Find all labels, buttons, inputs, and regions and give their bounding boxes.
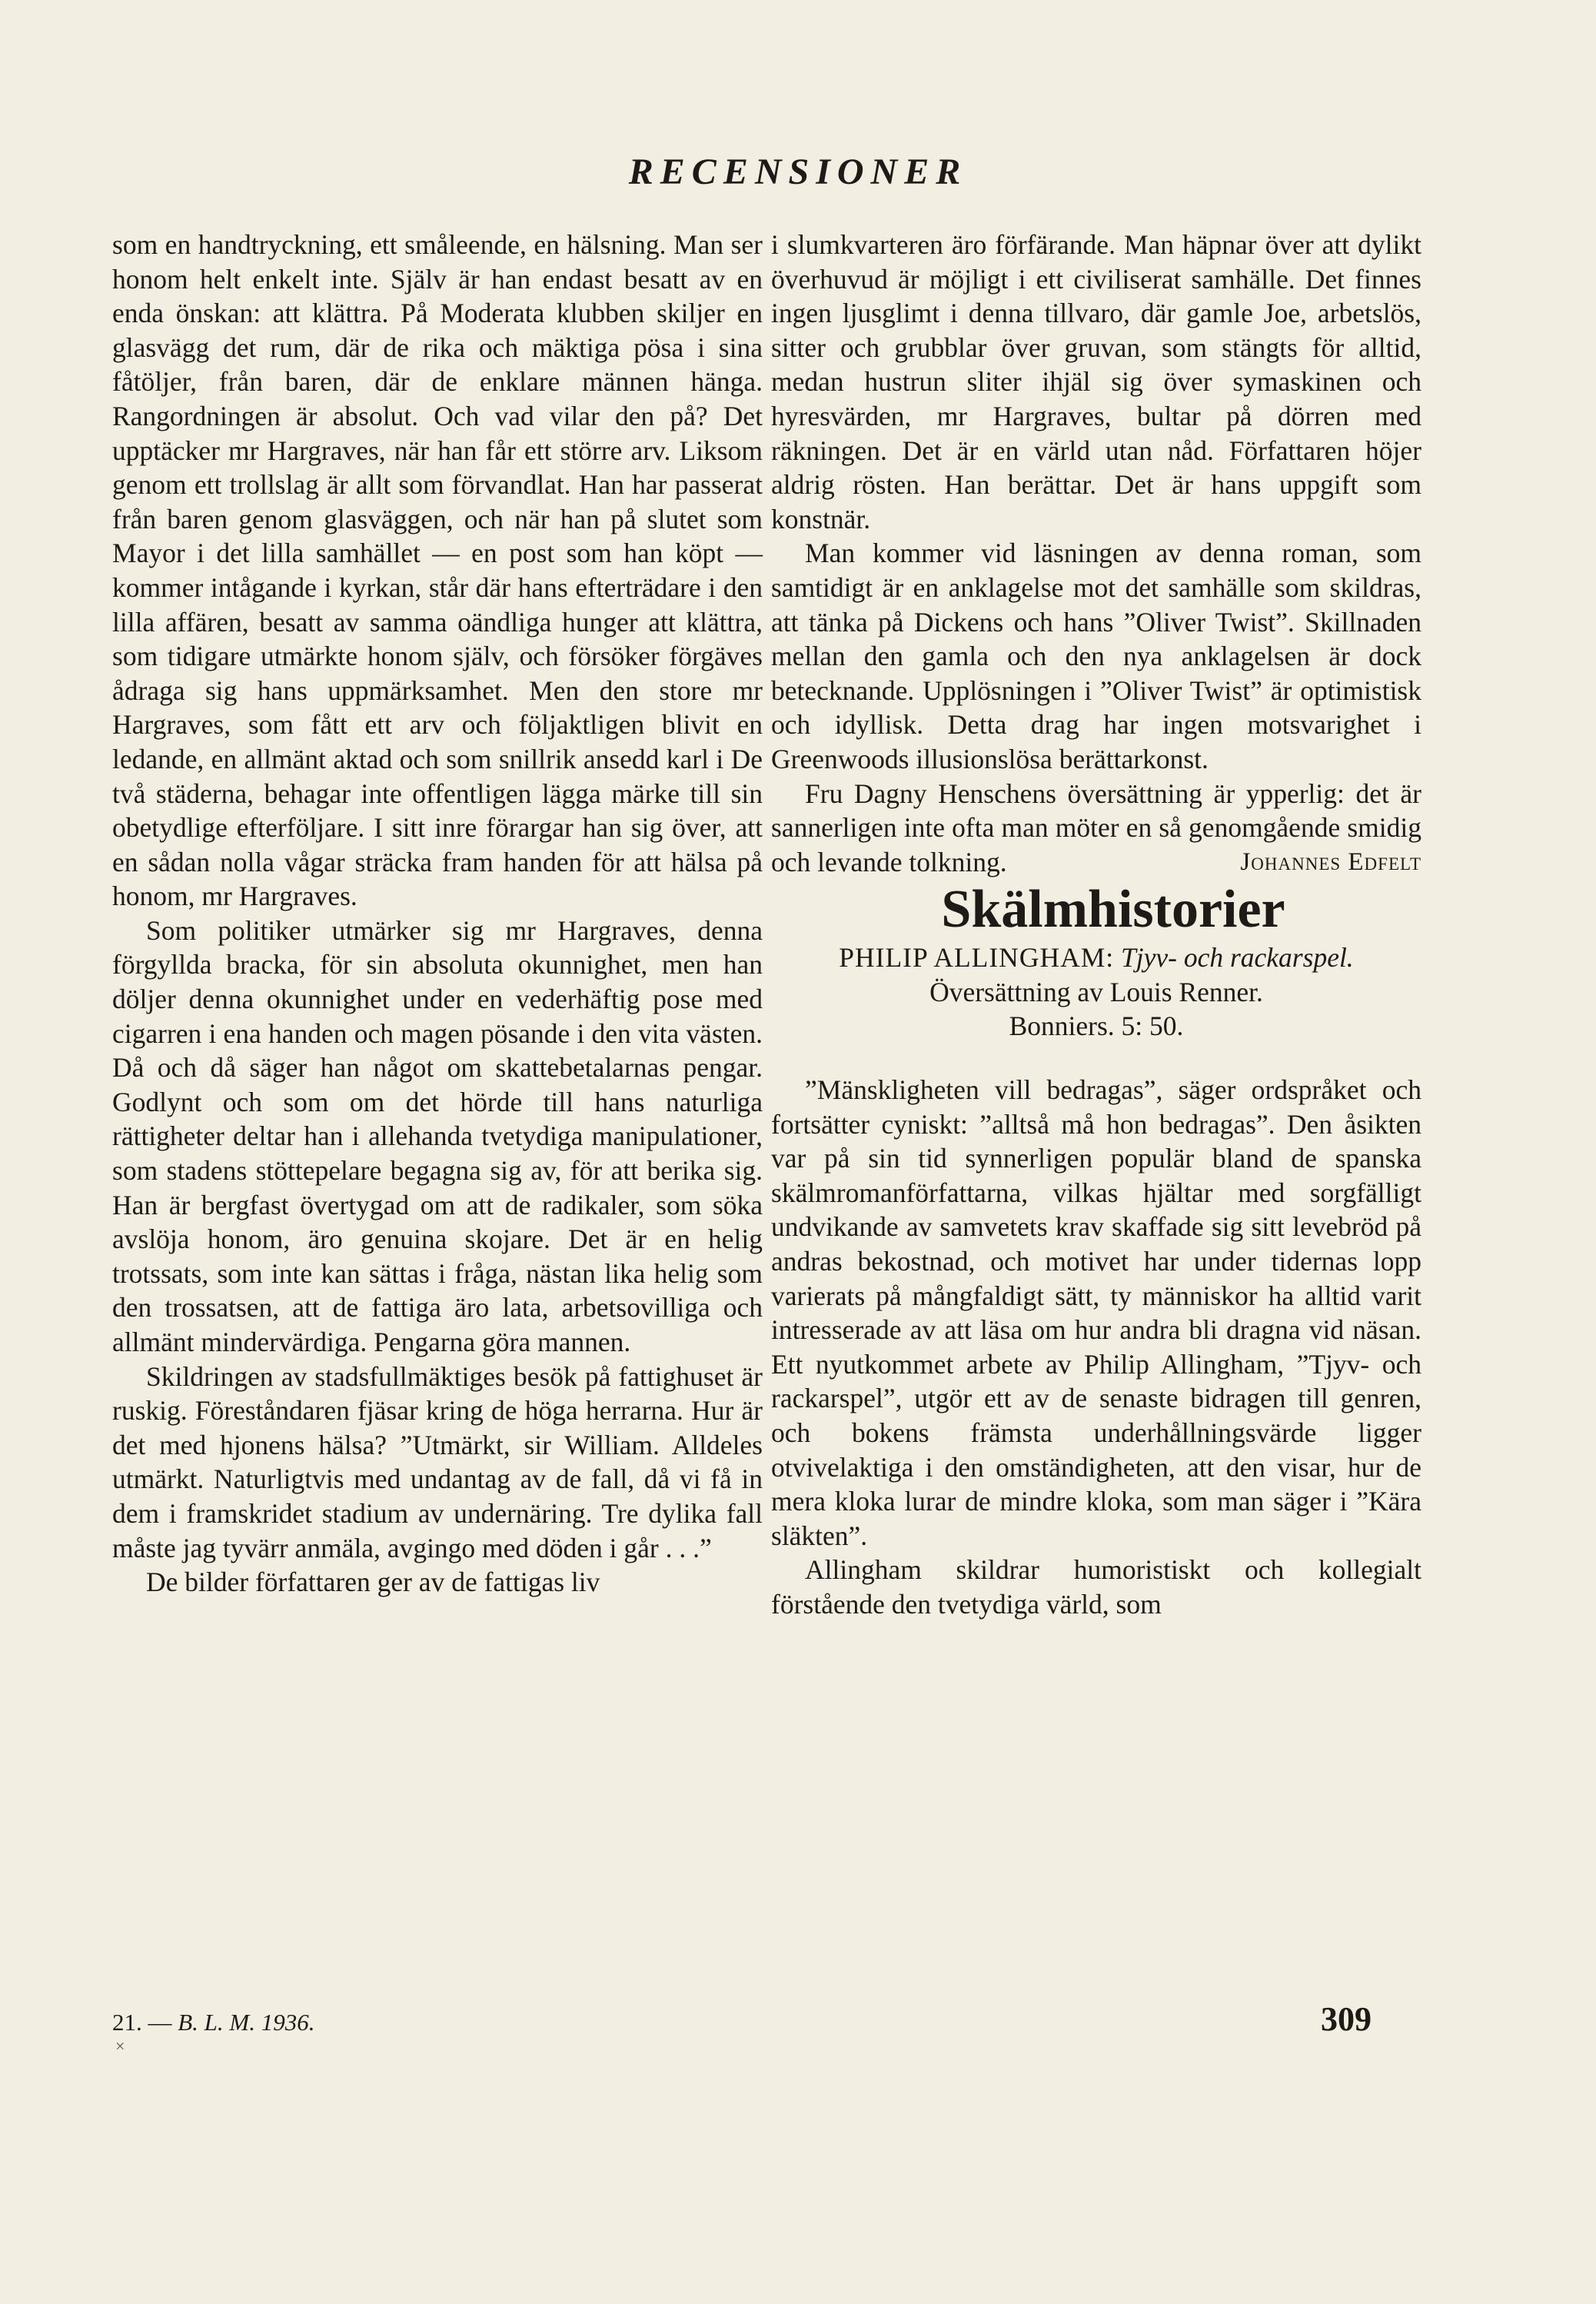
book-author: PHILIP ALLINGHAM: (839, 942, 1115, 974)
paragraph: De bilder författaren ger av de fattigas liv (146, 1567, 600, 1598)
footer-mark: × (115, 2036, 125, 2056)
footer-source: B. L. M. 1936. (178, 2009, 315, 2036)
paragraph: Skildringen av stadsfullmäktiges besök på fattighuset är ruskig. Föreståndaren fjäsar kring de höga herrarna. Hur är det med hjonens hälsa? ”Utmärkt, sir William. Alldeles utmärkt. Naturligtvis med undantag av de fall, då vi få in dem i framskridet stadium av undernäring. Tre dylika fall måste jag tyvärr anmäla, avgingo med döden i går . . .” (112, 1360, 763, 1563)
footer-signature-line (112, 2009, 315, 2036)
paragraph (771, 777, 1421, 880)
book-publisher: Bonniers. 5: 50. (1009, 1010, 1184, 1042)
right-column (771, 228, 1421, 1622)
book-translation: Översättning av Louis Renner. (929, 976, 1263, 1007)
running-head: RECENSIONER (628, 151, 968, 192)
footer-signature-mark: 21. — (112, 2009, 172, 2036)
paragraph: som en handtryckning, ett småleende, en hälsning. Man ser honom helt enkelt inte. Själv är han endast besatt av en enda önskan: att klättra. På Moderata klubben skiljer en glasvägg det rum, där de rika och mäktiga pösa i sina fåtöljer, från baren, där de enklare männen hänga. Rangordningen är absolut. Och vad vilar den på? Det upptäcker mr Hargraves, när han får ett större arv. Liksom genom ett trollslag är allt som förvandlat. Han har passerat från baren genom glasväggen, och när han på slutet som Mayor i det lilla samhället — en post som han köpt — kommer intågande i kyrkan, står där hans efterträdare i den lilla affären, besatt av samma oändliga hunger att klättra, som tidigare utmärkte honom själv, och försöker förgäves ådraga sig hans uppmärksamhet. Men den store mr Hargraves, som fått ett arv och följaktligen blivit en ledande, en allmänt aktad och som snillrik ansedd karl i De två städerna, behagar inte offentligen lägga märke till sin obetydlige efterföljare. I sitt inre förargar han sig över, att en sådan nolla vågar sträcka fram handen för att hälsa på honom, mr Hargraves. (112, 229, 763, 912)
paragraph-text: Fru Dagny Henschens översättning är ypperlig: det är sannerligen inte ofta man möter en så genomgående smidig och levande tolkning. (771, 777, 1421, 877)
left-column (112, 228, 763, 1600)
book-reference (771, 941, 1421, 1044)
page-number: 309 (1321, 2000, 1372, 2038)
book-title: Tjyv- och rackarspel. (1121, 942, 1354, 974)
paragraph: Man kommer vid läsningen av denna roman, som samtidigt är en anklagelse mot det samhälle som skildras, att tänka på Dickens och hans ”Oliver Twist”. Skillnaden mellan den gamla och den nya anklagelsen är dock betecknande. Upplösningen i ”Oliver Twist” är optimistisk och idyllisk. Detta drag har ingen motsvarighet i Greenwoods illusionslösa berättarkonst. (771, 538, 1421, 774)
paragraph: i slumkvarteren äro förfärande. Man häpnar över att dylikt överhuvud är möjligt i ett civiliserat samhälle. Det finnes ingen ljusglimt i denna tillvaro, där gamle Joe, arbetslös, sitter och grubblar över gruvan, som stängts för alltid, medan hustrun sliter ihjäl sig över symaskinen och hyresvärden, mr Hargraves, bultar på dörren med räkningen. Det är en värld utan nåd. Författaren höjer aldrig rösten. Han berättar. Det är hans uppgift som konstnär. (771, 229, 1421, 534)
book-author-title-line (771, 941, 1421, 975)
paragraph: Som politiker utmärker sig mr Hargraves, denna förgyllda bracka, för sin absoluta okunnighet, men han döljer denna okunnighet under en vederhäftig pose med cigarren i ena handen och magen pösande i den vita västen. Då och då säger han något om skattebetalarnas pengar. Godlynt och som om det hörde till hans naturliga rättigheter deltar han i allehanda tvetydiga manipulationer, som stadens stöttepelare begagna sig av, för att berika sig. Han är bergfast övertygad om att de radikaler, som söka avslöja honom, äro genuina skojare. Det är en helig trotssats, som inte kan sättas i fråga, nästan lika helig som den trossatsen, att de fattiga äro lata, arbetsovilliga och allmänt mindervärdiga. Pengarna göra mannen. (112, 914, 763, 1357)
review-title: Skälmhistorier (941, 880, 1285, 940)
reviewer-signature: Johannes Edfelt (1240, 847, 1421, 876)
paragraph: ”Mänskligheten vill bedragas”, säger ordspråket och fortsätter cyniskt: ”alltså må hon bedragas”. Den åsikten var på sin tid synnerligen populär bland de spanska skälmromanförfattarna, vilkas hjältar med sorgfälligt undvikande av samvetets krav skaffade sig sitt levebröd på andras bekostnad, och motivet har under tidernas lopp varierats på mångfaldigt sätt, ty människor ha alltid varit intresserade av att läsa om hur andra bli dragna vid näsan. Ett nyutkommet arbete av Philip Allingham, ”Tjyv- och rackarspel”, utgör ett av de senaste bidragen till genren, och bokens främsta underhållningsvärde ligger otvivelaktiga i den omständigheten, att den visar, hur de mera kloka lurar de mindre kloka, som man säger i ”Kära släkten”. (771, 1074, 1421, 1551)
paragraph: Allingham skildrar humoristiskt och kollegialt förstående den tvetydiga värld, som (771, 1554, 1421, 1620)
